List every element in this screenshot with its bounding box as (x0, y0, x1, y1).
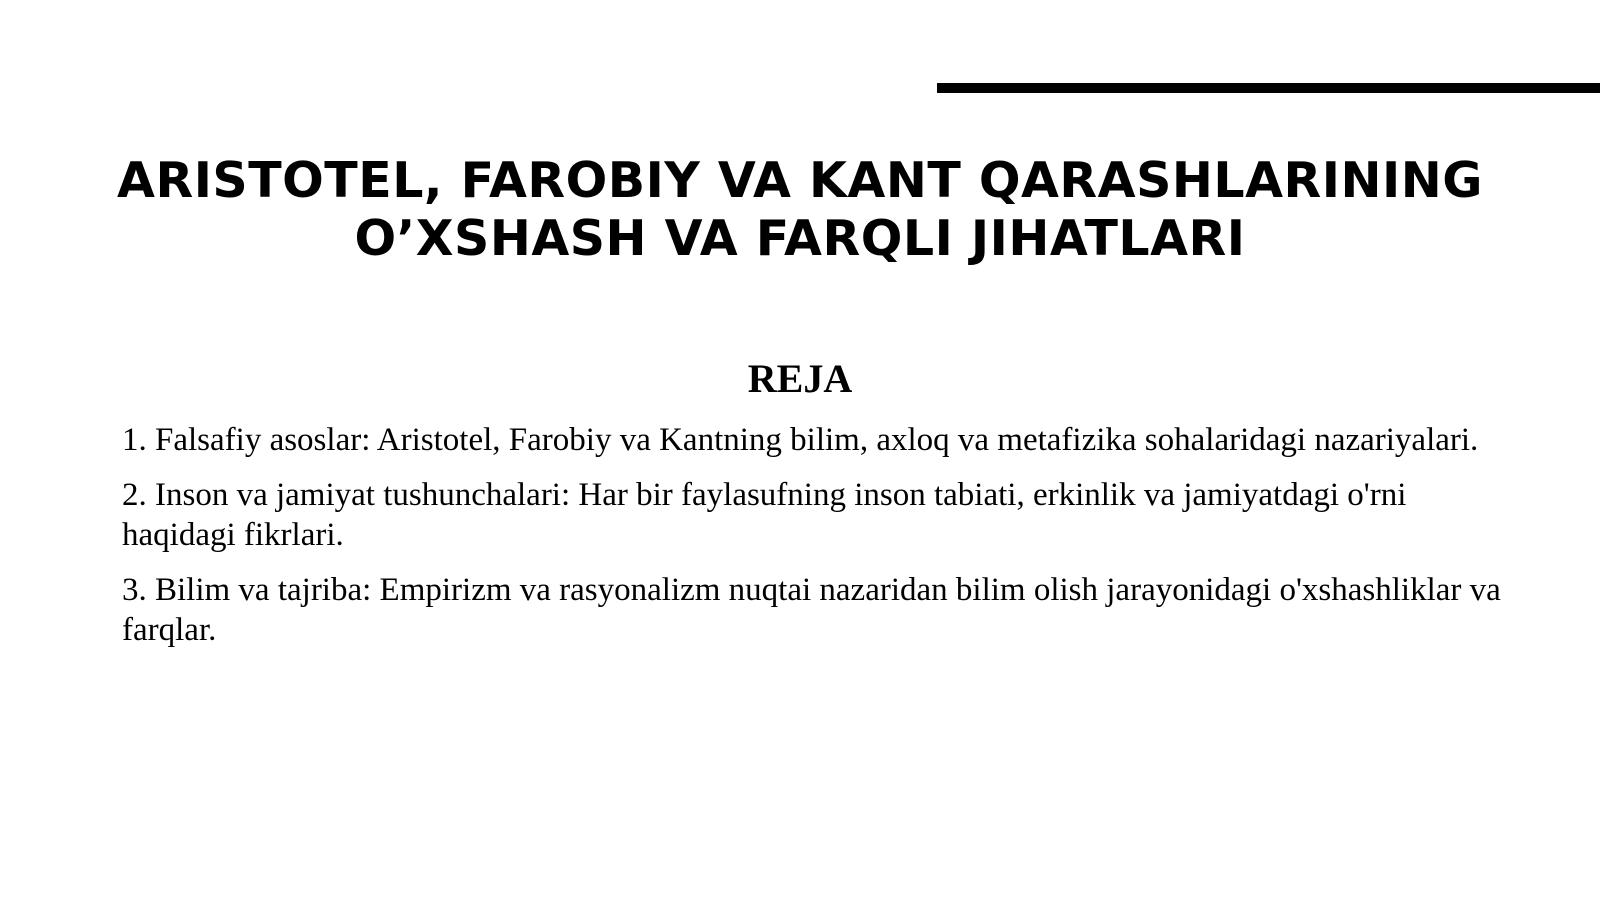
plan-list (122, 420, 1502, 665)
plan-heading: REJA (747, 356, 853, 401)
accent-bar (937, 83, 1600, 93)
slide-title (100, 152, 1500, 268)
plan-item-1: 1. Falsafiy asoslar: Aristotel, Farobiy va Kantning bilim, axloq va metafizika sohalaridagi nazariyalari. (122, 422, 1479, 458)
slide-title-line-1: ARISTOTEL, FAROBIY VA KANT QARASHLARINING (117, 152, 1483, 209)
plan-item-2: 2. Inson va jamiyat tushunchalari: Har bir faylasufning inson tabiati, erkinlik va jamiyatdagi o'rni haqidagi fikrlari. (122, 477, 1407, 553)
slide-title-line-2: O’XSHASH VA FARQLI JIHATLARI (354, 210, 1246, 267)
plan-item-3: 3. Bilim va tajriba: Empirizm va rasyonalizm nuqtai nazaridan bilim olish jarayonidagi o'xshashliklar va farqlar. (122, 572, 1501, 648)
